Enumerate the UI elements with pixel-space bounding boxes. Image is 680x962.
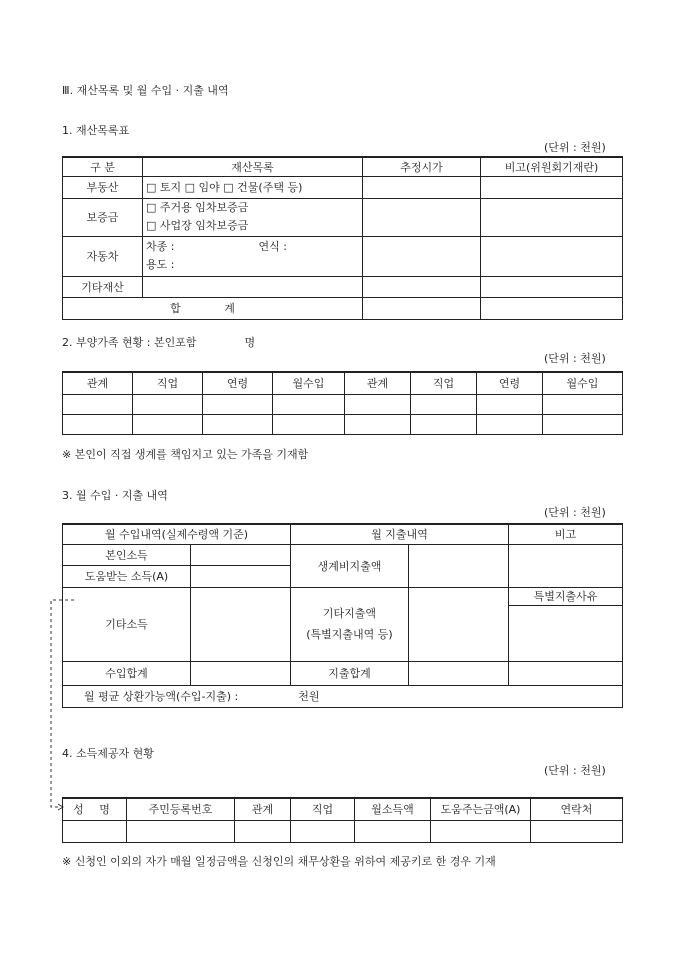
income-expense-table [62, 523, 623, 708]
car-year: 연식 : [258, 240, 287, 253]
asset-table [62, 156, 623, 320]
deposit-value[interactable] [363, 198, 481, 236]
other-asset-label: 기타재산 [63, 276, 143, 297]
other-income-value[interactable] [191, 587, 291, 661]
car-value[interactable] [363, 236, 481, 276]
asset-total-label: 합 계 [63, 297, 363, 319]
table-row [63, 820, 623, 842]
dep-header-age-2: 연령 [477, 372, 543, 394]
section1-unit: (단위 : 천원) [544, 141, 606, 154]
income-total-label: 수입합계 [63, 661, 191, 685]
dep-header-age-1: 연령 [203, 372, 273, 394]
real-estate-remark[interactable] [481, 176, 623, 198]
section2-unit: (단위 : 천원) [544, 352, 606, 365]
living-expense-value[interactable] [409, 544, 509, 587]
help-income-value[interactable] [191, 565, 291, 587]
dep-header-job-1: 직업 [133, 372, 203, 394]
dashed-connector [46, 595, 76, 815]
page-title: Ⅲ. 재산목록 및 월 수입 · 지출 내역 [62, 84, 229, 97]
car-type: 차종 : [146, 240, 175, 253]
total-remark[interactable] [509, 661, 623, 685]
real-estate-label: 부동산 [63, 176, 143, 198]
deposit-residential[interactable]: □ 주거용 임차보증금 [146, 201, 249, 214]
car-info[interactable] [143, 236, 363, 276]
own-income-label: 본인소득 [63, 544, 191, 565]
asset-header-list: 재산목록 [143, 157, 363, 176]
deposit-remark[interactable] [481, 198, 623, 236]
other-expense-line2: (특별지출내역 등) [306, 628, 393, 641]
table-row [63, 414, 623, 434]
dependents-table [62, 371, 623, 435]
section4-title: 4. 소득제공자 현황 [62, 747, 154, 760]
provider-header-job: 직업 [291, 798, 355, 820]
section3-unit: (단위 : 천원) [544, 506, 606, 519]
section2-title [62, 334, 255, 350]
special-reason-label: 특별지출사유 [509, 587, 623, 605]
remark-header: 비고 [509, 524, 623, 544]
dep-header-income-2: 월수입 [543, 372, 623, 394]
monthly-average-row[interactable] [63, 685, 623, 707]
deposit-options[interactable] [143, 198, 363, 236]
real-estate-value[interactable] [363, 176, 481, 198]
other-asset-remark[interactable] [481, 276, 623, 297]
provider-header-help: 도움주는금액(A) [431, 798, 531, 820]
dep-header-job-2: 직업 [411, 372, 477, 394]
section2-note: ※ 본인이 직접 생계를 책임지고 있는 가족을 기재함 [62, 448, 309, 461]
asset-total-remark[interactable] [481, 297, 623, 319]
section3-title: 3. 월 수입 · 지출 내역 [62, 489, 168, 502]
special-reason-value[interactable] [509, 605, 623, 661]
asset-header-remark: 비고(위원회기재란) [481, 157, 623, 176]
car-use: 용도 : [146, 258, 175, 271]
car-remark[interactable] [481, 236, 623, 276]
living-expense-label: 생계비지출액 [291, 544, 409, 587]
other-expense-value[interactable] [409, 587, 509, 661]
provider-header-contact: 연락처 [531, 798, 623, 820]
expense-total-value[interactable] [409, 661, 509, 685]
income-header: 월 수입내역(실제수령액 기준) [63, 524, 291, 544]
table-row [63, 394, 623, 414]
dep-header-relation-2: 관계 [345, 372, 411, 394]
other-asset-content[interactable] [143, 276, 363, 297]
own-income-value[interactable] [191, 544, 291, 565]
monthly-average-label: 월 평균 상환가능액(수입-지출) : [84, 690, 239, 703]
deposit-label: 보증금 [63, 198, 143, 236]
section4-note: ※ 신청인 이외의 자가 매월 일정금액을 신청인의 채무상환을 위하여 제공키로 한 경우 기재 [62, 855, 496, 868]
other-asset-value[interactable] [363, 276, 481, 297]
car-label: 자동차 [63, 236, 143, 276]
section2-title-text: 2. 부양가족 현황 : 본인포함 [62, 336, 197, 349]
section1-title: 1. 재산목록표 [62, 124, 130, 137]
other-income-label: 기타소득 [63, 587, 191, 661]
provider-header-income: 월소득액 [355, 798, 431, 820]
section4-unit: (단위 : 천원) [544, 764, 606, 777]
income-total-value[interactable] [191, 661, 291, 685]
expense-header: 월 지출내역 [291, 524, 509, 544]
dep-header-relation-1: 관계 [63, 372, 133, 394]
expense-total-label: 지출합계 [291, 661, 409, 685]
dep-header-income-1: 월수입 [273, 372, 345, 394]
provider-header-name: 성 명 [63, 798, 127, 820]
asset-header-category: 구 분 [63, 157, 143, 176]
asset-header-value: 추정시가 [363, 157, 481, 176]
income-provider-table [62, 797, 623, 843]
other-expense-label [291, 587, 409, 661]
living-expense-remark[interactable] [509, 544, 623, 587]
help-income-label: 도움받는 소득(A) [63, 565, 191, 587]
monthly-average-unit: 천원 [298, 690, 320, 703]
section2-count-unit: 명 [244, 336, 256, 349]
deposit-business[interactable]: □ 사업장 임차보증금 [146, 219, 249, 232]
real-estate-options[interactable]: □ 토지 □ 임야 □ 건물(주택 등) [143, 176, 363, 198]
other-expense-line1: 기타지출액 [322, 607, 377, 620]
provider-header-relation: 관계 [235, 798, 291, 820]
asset-total-value[interactable] [363, 297, 481, 319]
provider-header-id: 주민등록번호 [127, 798, 235, 820]
